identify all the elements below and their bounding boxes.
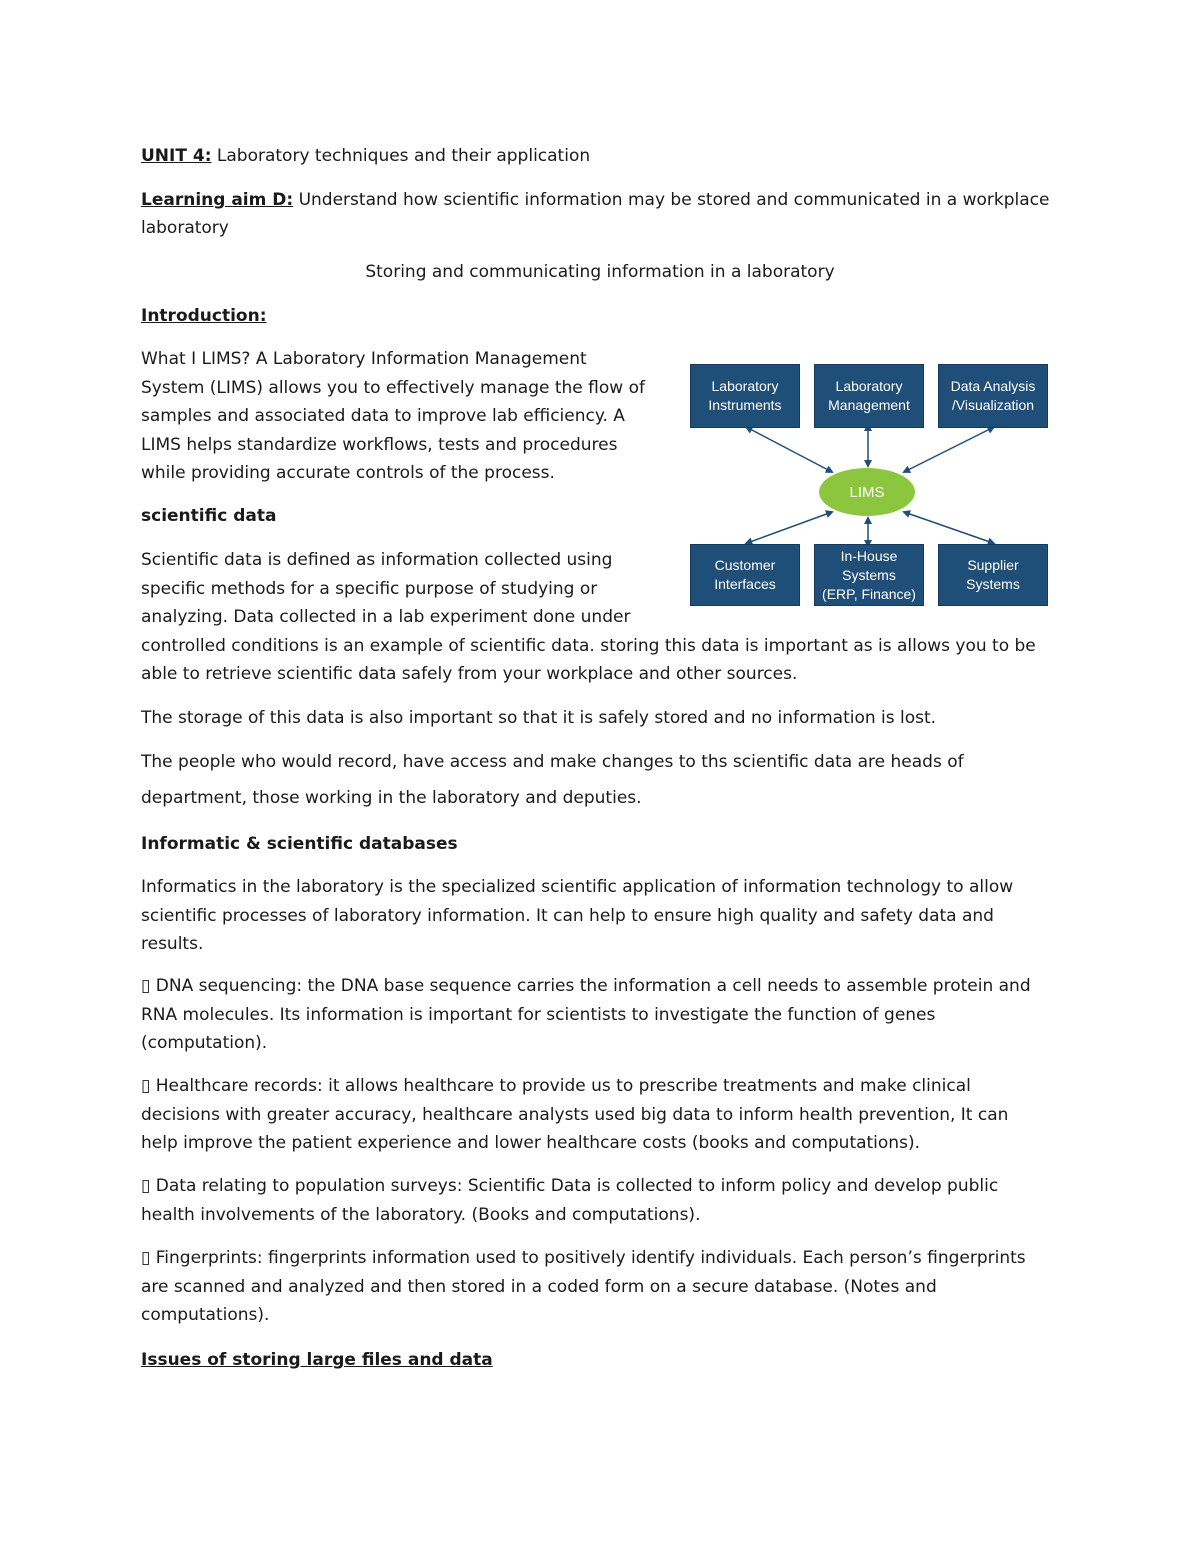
introduction-heading: Introduction: bbox=[141, 306, 267, 326]
paragraph-line: What I LIMS? A Laboratory Information Management bbox=[141, 349, 587, 369]
issues-heading: Issues of storing large files and data bbox=[141, 1350, 493, 1370]
paragraph-line: health involvements of the laboratory. (Books and computations). bbox=[141, 1204, 701, 1225]
bullet-population bbox=[141, 1172, 1056, 1229]
box-laboratory-instruments bbox=[690, 364, 800, 428]
bullet-dna bbox=[141, 972, 1056, 1058]
learning-aim-text: Understand how scientific information may be stored and communicated in a workplace bbox=[298, 190, 1050, 210]
unit-text: Laboratory techniques and their application bbox=[216, 146, 591, 166]
box-label: Supplier Systems bbox=[966, 557, 1020, 592]
unit-line bbox=[141, 144, 590, 168]
paragraph-line: samples and associated data to improve lab efficiency. A bbox=[141, 406, 625, 426]
paragraph-line: RNA molecules. Its information is important for scientists to investigate the function of genes bbox=[141, 1004, 936, 1025]
paragraph-line: scientific processes of laboratory information. It can help to ensure high quality and safety data and bbox=[141, 905, 994, 926]
connector-analysis bbox=[904, 429, 990, 472]
box-in-house-systems bbox=[814, 544, 924, 606]
box-label: Laboratory Instruments bbox=[708, 378, 782, 413]
paragraph-line: decisions with greater accuracy, healthcare analysts used big data to inform health prevention, It can bbox=[141, 1104, 1009, 1125]
lims-diagram bbox=[690, 364, 1050, 606]
bullet-line bbox=[141, 1172, 1056, 1201]
center-title: Storing and communicating information in a laboratory bbox=[365, 262, 835, 282]
bullet-text: Healthcare records: it allows healthcare to provide us to prescribe treatments and make clinical bbox=[155, 1076, 971, 1096]
lims-ellipse: LIMS bbox=[819, 468, 915, 516]
paragraph-line: System (LIMS) allows you to effectively manage the flow of bbox=[141, 377, 645, 398]
box-supplier-systems bbox=[938, 544, 1048, 606]
storage-paragraph: The storage of this data is also important so that it is safely stored and no information is lost. bbox=[141, 708, 937, 728]
unit-label: UNIT 4: bbox=[141, 146, 212, 166]
people-paragraph-line: department, those working in the laboratory and deputies. bbox=[141, 788, 642, 808]
box-label: Customer Interfaces bbox=[714, 557, 776, 592]
paragraph-line: analyzing. Data collected in a lab experiment done under bbox=[141, 607, 631, 627]
connector-supplier bbox=[904, 512, 990, 542]
paragraph-line: computations). bbox=[141, 1305, 270, 1325]
connector-instruments bbox=[750, 429, 832, 472]
paragraph-line: Informatics in the laboratory is the specialized scientific application of information technology to allow bbox=[141, 877, 1014, 897]
box-data-analysis bbox=[938, 364, 1048, 428]
box-label: In-House Systems (ERP, Finance) bbox=[822, 547, 916, 602]
learning-aim-line bbox=[141, 188, 1049, 212]
learning-aim-text-cont: laboratory bbox=[141, 218, 229, 238]
bullet-line bbox=[141, 1072, 1056, 1101]
bullet-text: Data relating to population surveys: Scientific Data is collected to inform policy and develop public bbox=[155, 1176, 999, 1196]
bullet-fingerprints bbox=[141, 1244, 1056, 1330]
bullet-healthcare bbox=[141, 1072, 1056, 1158]
bullet-line bbox=[141, 972, 1056, 1001]
bullet-marker: ▯ bbox=[141, 1176, 151, 1196]
paragraph-line: specific methods for a specific purpose of studying or bbox=[141, 578, 598, 599]
box-customer-interfaces bbox=[690, 544, 800, 606]
paragraph-line: controlled conditions is an example of scientific data. storing this data is important as is allows you to be bbox=[141, 635, 1036, 656]
paragraph-line: (computation). bbox=[141, 1033, 268, 1053]
learning-aim-label: Learning aim D: bbox=[141, 190, 294, 210]
box-label: Laboratory Management bbox=[828, 378, 910, 413]
scientific-data-heading: scientific data bbox=[141, 506, 277, 526]
bullet-marker: ▯ bbox=[141, 1076, 151, 1096]
connector-customer bbox=[750, 512, 832, 542]
bullet-text: DNA sequencing: the DNA base sequence carries the information a cell needs to assemble protein and bbox=[155, 976, 1031, 996]
informatic-heading: Informatic & scientific databases bbox=[141, 834, 458, 854]
box-laboratory-management bbox=[814, 364, 924, 428]
paragraph-line: LIMS helps standardize workflows, tests and procedures bbox=[141, 434, 618, 455]
bullet-line bbox=[141, 1244, 1056, 1273]
paragraph-line: while providing accurate controls of the process. bbox=[141, 463, 555, 483]
box-label: Data Analysis /Visualization bbox=[950, 378, 1036, 413]
paragraph-line: Scientific data is defined as information collected using bbox=[141, 550, 613, 570]
paragraph-line: able to retrieve scientific data safely from your workplace and other sources. bbox=[141, 664, 798, 684]
bullet-marker: ▯ bbox=[141, 1248, 151, 1268]
bullet-text: Fingerprints: fingerprints information used to positively identify individuals. Each person’s fingerprints bbox=[155, 1248, 1026, 1268]
introduction-paragraph bbox=[141, 345, 661, 488]
people-paragraph-line: The people who would record, have access and make changes to ths scientific data are heads of bbox=[141, 752, 964, 772]
paragraph-line: help improve the patient experience and lower healthcare costs (books and computations). bbox=[141, 1133, 920, 1153]
paragraph-line: results. bbox=[141, 934, 204, 954]
informatic-intro bbox=[141, 873, 1056, 959]
paragraph-line: are scanned and analyzed and then stored in a coded form on a secure database. (Notes and bbox=[141, 1276, 937, 1297]
bullet-marker: ▯ bbox=[141, 976, 151, 996]
